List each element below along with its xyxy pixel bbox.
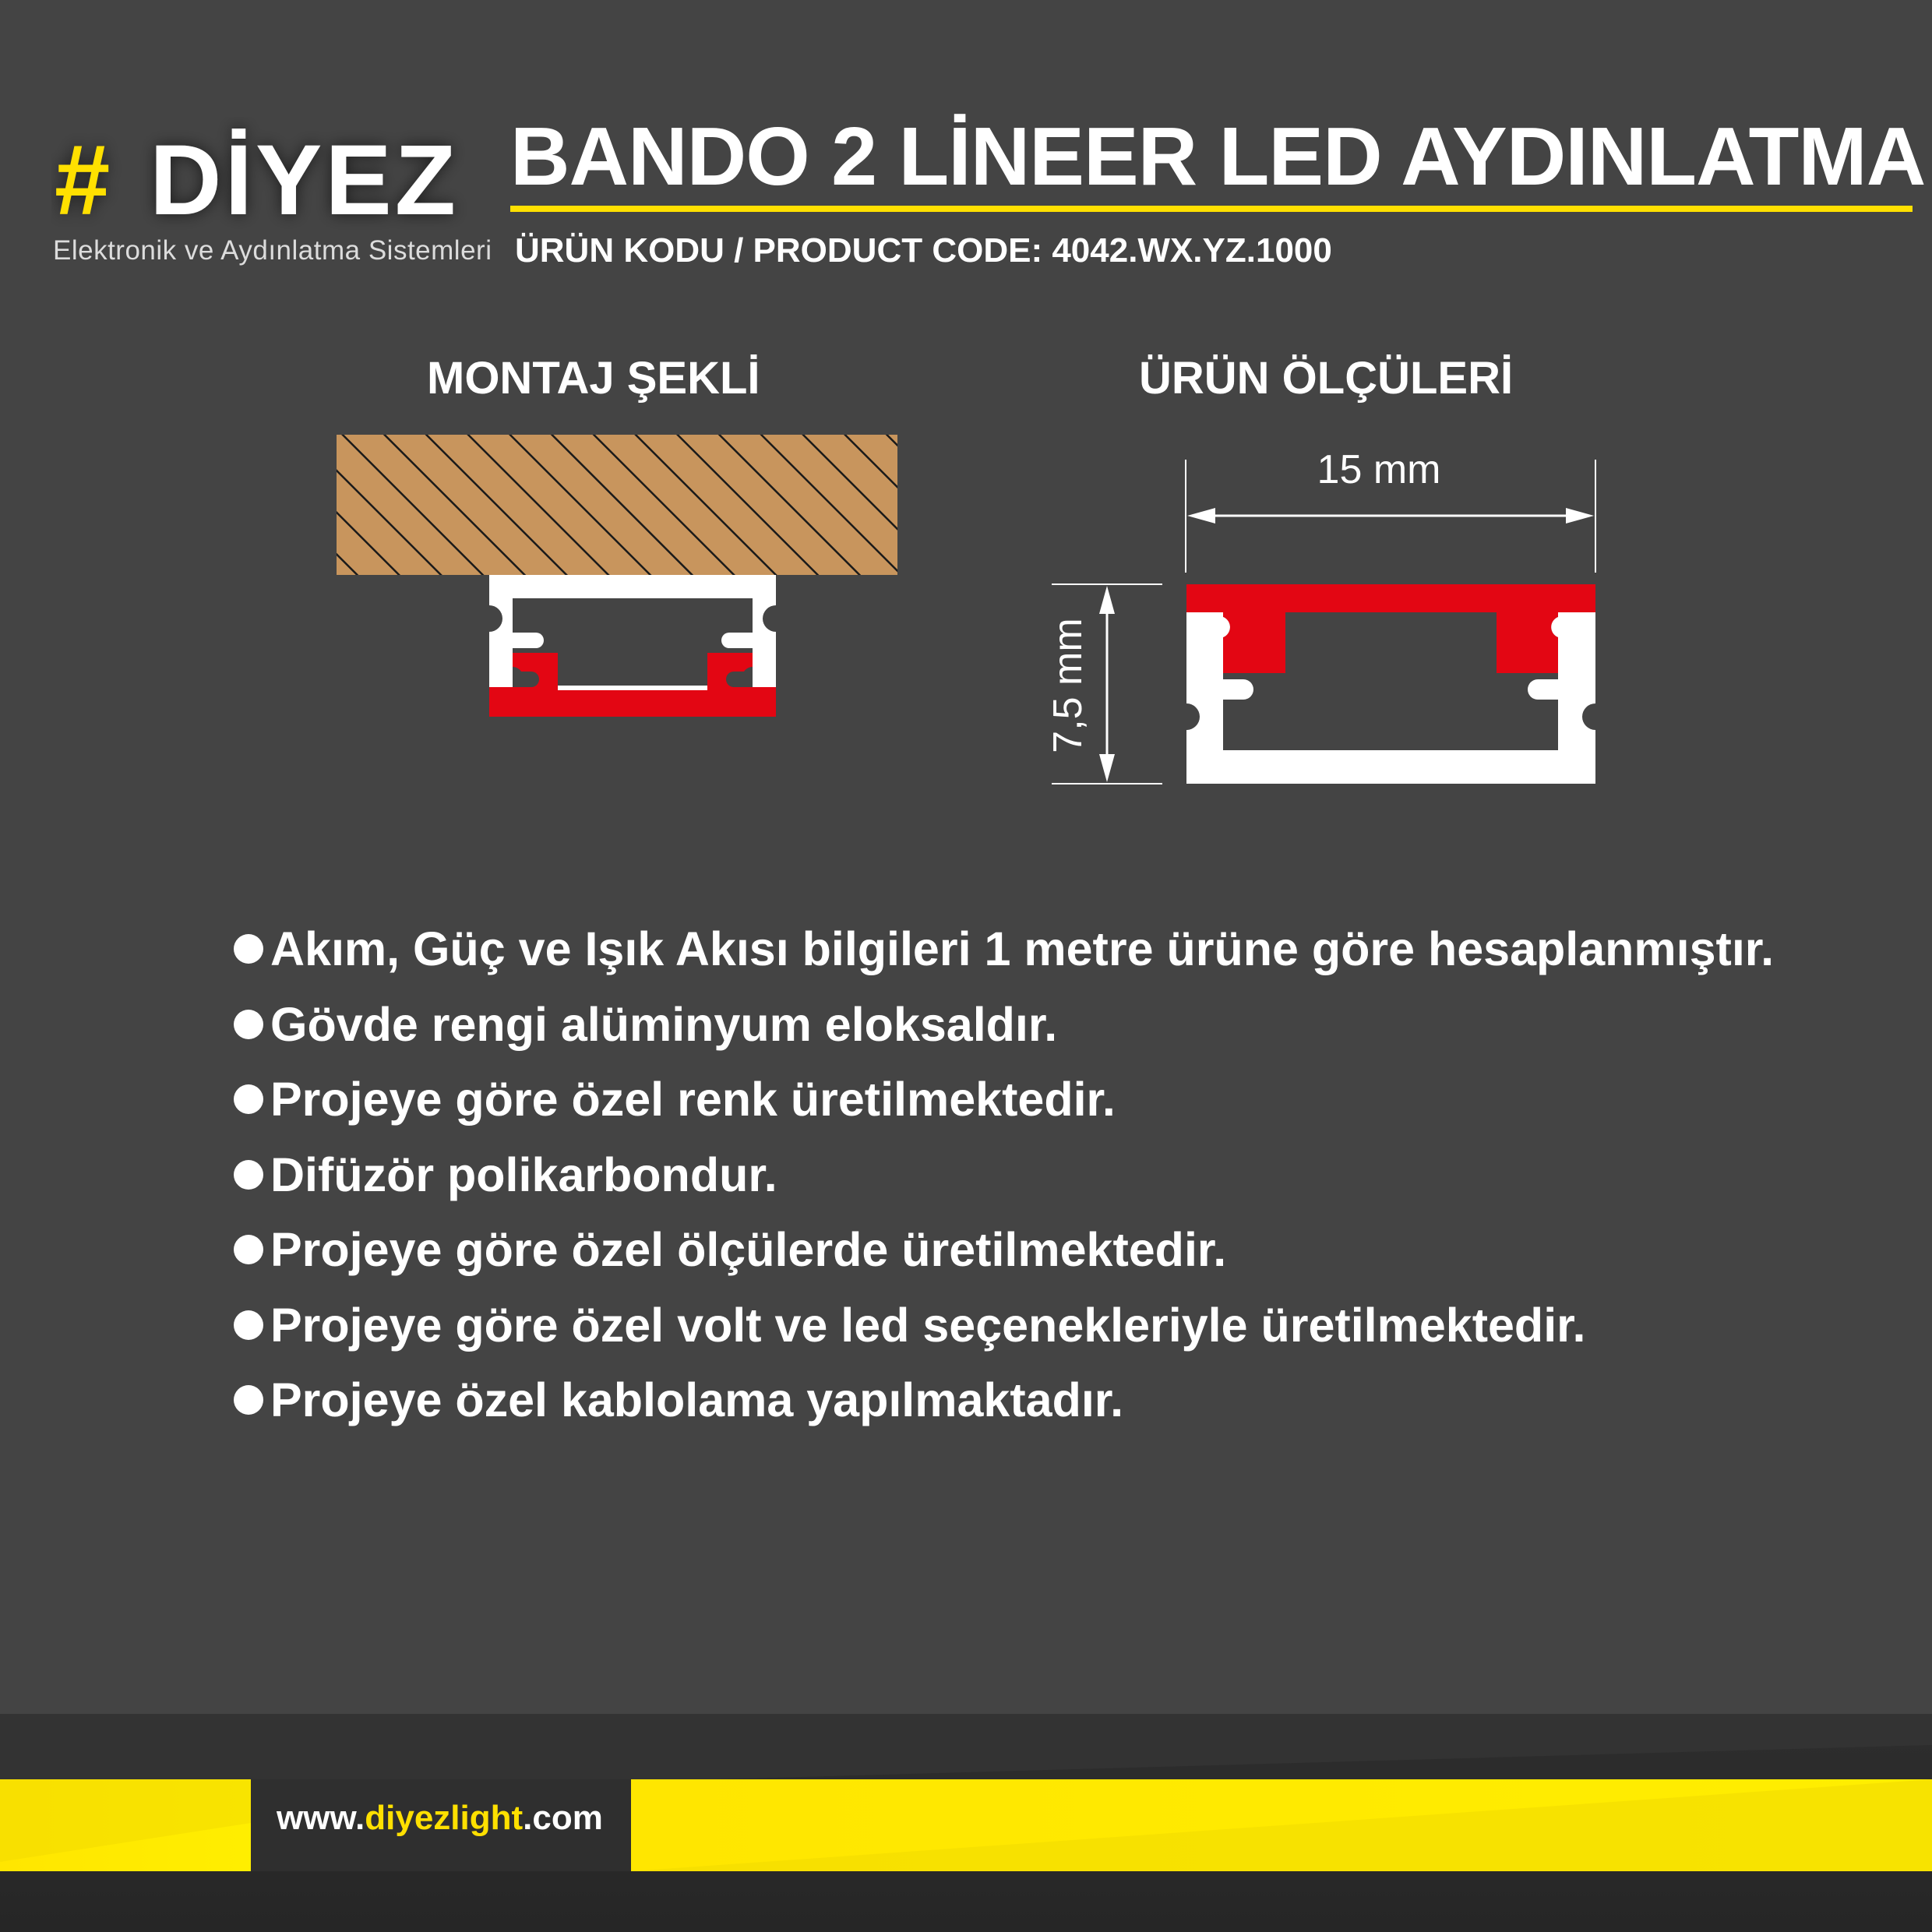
list-item: Difüzör polikarbondur. [234, 1137, 1870, 1213]
website-link[interactable]: www.diyezlight.com [277, 1799, 603, 1837]
bullet-icon [234, 1160, 263, 1190]
title-underline [510, 206, 1913, 212]
list-item: Projeye göre özel volt ve led seçenekleriyle üretilmektedir. [234, 1288, 1870, 1363]
dimension-diagram [1028, 436, 1652, 810]
width-label: 15 mm [1317, 447, 1441, 492]
feature-list [234, 911, 1870, 1438]
bullet-icon [234, 1084, 263, 1114]
svg-text:DİYEZ: DİYEZ [150, 125, 459, 234]
list-item: Projeye göre özel renk üretilmektedir. [234, 1062, 1870, 1137]
list-item: Projeye özel kablolama yapılmaktadır. [234, 1363, 1870, 1438]
montaj-heading: MONTAJ ŞEKLİ [427, 353, 760, 404]
bullet-icon [234, 1235, 263, 1264]
bullet-icon [234, 1310, 263, 1340]
brand-subtitle: Elektronik ve Aydınlatma Sistemleri [53, 235, 492, 266]
mounted-profile [489, 575, 776, 717]
height-label: 7,5 mm [1045, 618, 1091, 753]
product-code: ÜRÜN KODU / PRODUCT CODE: 4042.WX.YZ.1000 [515, 231, 1332, 270]
olculer-heading: ÜRÜN ÖLÇÜLERİ [1139, 353, 1514, 404]
mounting-diagram [327, 421, 919, 732]
bullet-icon [234, 1385, 263, 1415]
brand-logo [51, 117, 488, 234]
bullet-icon [234, 934, 263, 964]
bullet-icon [234, 1010, 263, 1039]
page-title: BANDO 2 LİNEER LED AYDINLATMA [510, 111, 1926, 203]
list-item: Gövde rengi alüminyum eloksaldır. [234, 987, 1870, 1063]
list-item: Akım, Güç ve Işık Akısı bilgileri 1 metre ürüne göre hesaplanmıştır. [234, 911, 1870, 987]
profile-section [1186, 584, 1595, 784]
list-item: Projeye göre özel ölçülerde üretilmektedir. [234, 1212, 1870, 1288]
wood-surface [337, 435, 897, 575]
svg-text:#: # [55, 125, 111, 234]
